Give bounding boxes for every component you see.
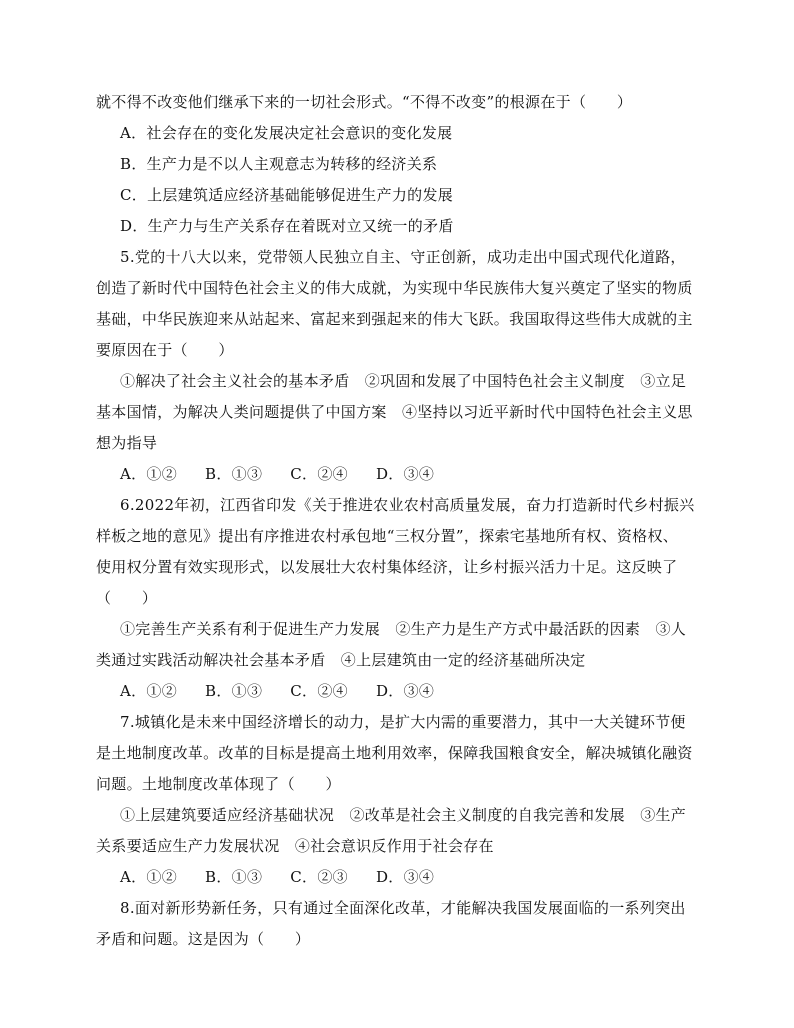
q6-stem-line: 6.2022年初，江西省印发《关于推进农业农村高质量发展，奋力打造新时代乡村振兴 <box>120 496 695 514</box>
q4-option-c: C．上层建筑适应经济基础能够促进生产力的发展 <box>120 186 454 204</box>
q5-stem-line: 5.党的十八大以来，党带领人民独立自主、守正创新，成功走出中国式现代化道路， <box>120 248 686 266</box>
q7-statement-line: ①上层建筑要适应经济基础状况 ②改革是社会主义制度的自我完善和发展 ③生产 <box>120 806 687 824</box>
q4-option-b: B．生产力是不以人主观意志为转移的经济关系 <box>120 155 438 173</box>
q5-stem-line: 要原因在于（ ） <box>96 341 234 359</box>
q7-option-c: C．②③ <box>290 868 348 886</box>
q5-statement-line: ①解决了社会主义社会的基本矛盾 ②巩固和发展了中国特色社会主义制度 ③立足 <box>120 372 687 390</box>
q8-stem-line: 8.面对新形势新任务，只有通过全面深化改革，才能解决我国发展面临的一系列突出 <box>120 899 686 917</box>
q7-options <box>120 867 740 887</box>
q6-stem-line: （ ） <box>96 589 158 607</box>
q5-option-d: D．③④ <box>375 465 435 483</box>
q7-stem-line: 是土地制度改革。改革的目标是提高土地利用效率，保障我国粮食安全，解决城镇化融资 <box>96 744 693 762</box>
q5-statement-line: 想为指导 <box>96 434 158 452</box>
q6-stem-line: 样板之地的意见》提出有序推进农村承包地“三权分置”，探索宅基地所有权、资格权、 <box>96 527 679 545</box>
q5-statement-line: 基本国情，为解决人类问题提供了中国方案 ④坚持以习近平新时代中国特色社会主义思 <box>96 403 693 421</box>
q7-option-d: D．③④ <box>375 868 435 886</box>
q5-stem-line: 创造了新时代中国特色社会主义的伟大成就，为实现中华民族伟大复兴奠定了坚实的物质 <box>96 279 693 297</box>
q5-option-c: C．②④ <box>290 465 348 483</box>
q7-option-a: A．①② <box>120 868 178 886</box>
q4-option-a: A．社会存在的变化发展决定社会意识的变化发展 <box>120 124 453 142</box>
q5-option-a: A．①② <box>120 465 178 483</box>
q7-stem-line: 问题。土地制度改革体现了（ ） <box>96 775 341 793</box>
q6-statement-line: ①完善生产关系有利于促进生产力发展 ②生产力是生产方式中最活跃的因素 ③人 <box>120 620 687 638</box>
q6-options <box>120 681 740 701</box>
q6-option-a: A．①② <box>120 682 178 700</box>
q6-option-d: D．③④ <box>375 682 435 700</box>
q5-stem-line: 基础，中华民族迎来从站起来、富起来到强起来的伟大飞跃。我国取得这些伟大成就的主 <box>96 310 693 328</box>
q7-option-b: B．①③ <box>205 868 263 886</box>
q6-option-c: C．②④ <box>290 682 348 700</box>
q8-stem-line: 矛盾和问题。这是因为（ ） <box>96 930 311 948</box>
q5-options <box>120 464 740 484</box>
q7-statement-line: 关系要适应生产力发展状况 ④社会意识反作用于社会存在 <box>96 837 494 855</box>
q5-option-b: B．①③ <box>205 465 263 483</box>
q4-stem: 就不得不改变他们继承下来的一切社会形式。“不得不改变”的根源在于（ ） <box>96 93 633 111</box>
q6-statement-line: 类通过实践活动解决社会基本矛盾 ④上层建筑由一定的经济基础所决定 <box>96 651 586 669</box>
q6-option-b: B．①③ <box>205 682 263 700</box>
q6-stem-line: 使用权分置有效实现形式，以发展壮大农村集体经济，让乡村振兴活力十足。这反映了 <box>96 558 678 576</box>
q4-option-d: D．生产力与生产关系存在着既对立又统一的矛盾 <box>120 217 454 235</box>
q7-stem-line: 7.城镇化是未来中国经济增长的动力，是扩大内需的重要潜力，其中一大关键环节便 <box>120 713 686 731</box>
